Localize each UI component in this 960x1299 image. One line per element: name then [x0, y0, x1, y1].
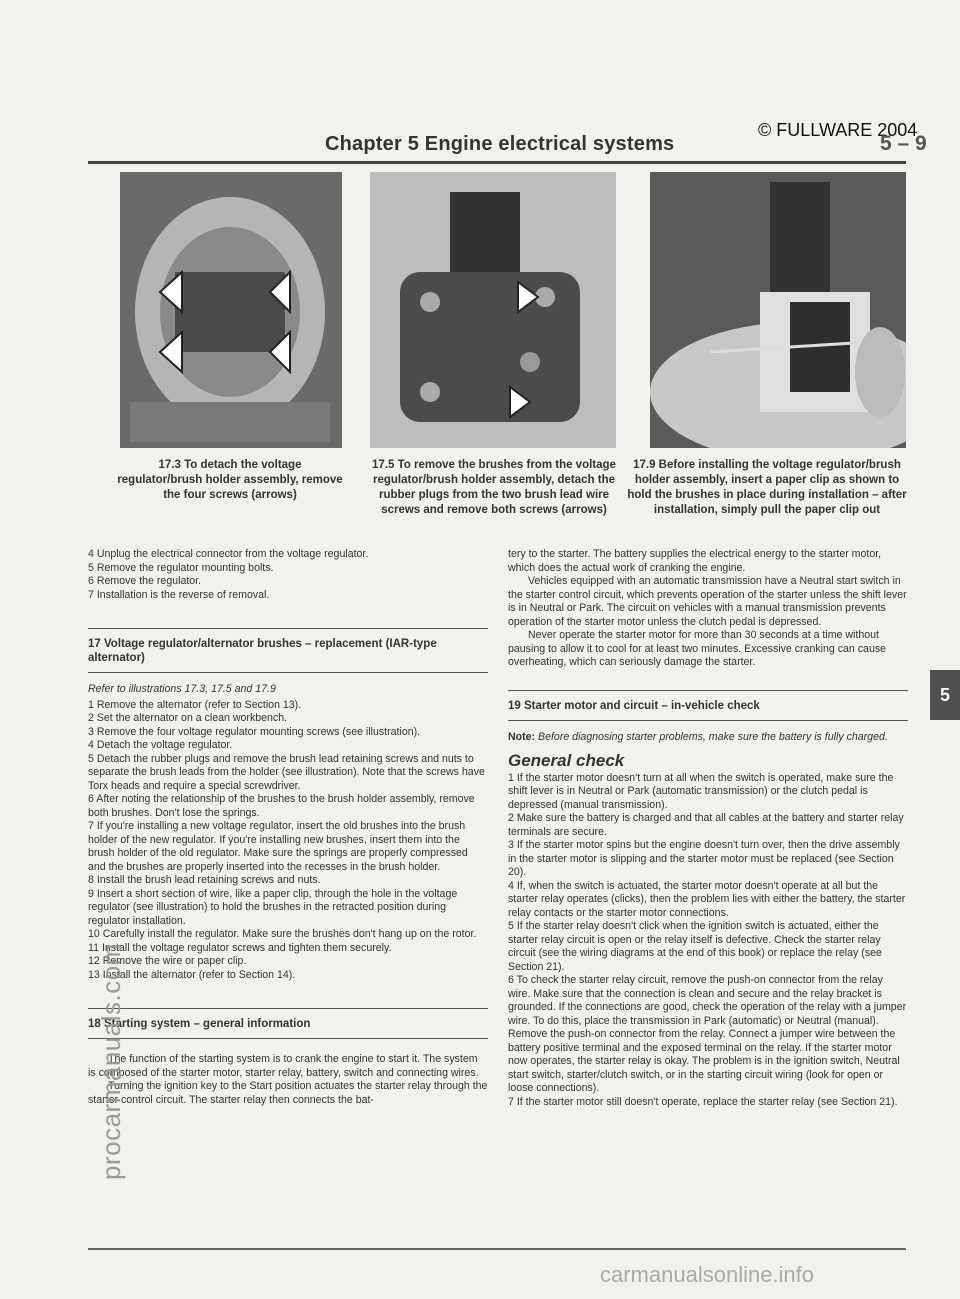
section-18-heading: [88, 1008, 488, 1039]
note-label: Note:: [508, 730, 536, 743]
step: 6 To check the starter relay circuit, remove the push-on connector from the relay wire. Make sure that the connection is clean and secure and the relay bracket is grounded. If the connections are good, check the operation of the relay with a jumper wire. To do this, place the transmission in Park (automatic) or Neutral (manual). Remove the push-on connector from the relay. Connect a jumper wire between the battery positive terminal and the exposed terminal on the relay. If the starter motor now operates, the starter relay is okay. The problem is in the ignition switch, Neutral start switch, starter/clutch switch, or in the starting circuit wiring (look for open or loose connections).: [508, 974, 907, 1094]
step: 7 If you're installing a new voltage regulator, insert the old brushes into the brush holder of the new regulator. If you're installing new brushes, insert them into the brush holder of the old regulator. Make sure the springs are properly compressed and the brushes are properly inserted into the recesses in the brush holder.: [88, 820, 468, 873]
right-column: [508, 548, 908, 1109]
step: 6 After noting the relationship of the brushes to the brush holder assembly, remove both brushes. Don't lose the springs.: [88, 793, 475, 819]
photo-17-5: [370, 172, 616, 448]
step: 7 If the starter motor still doesn't operate, replace the starter relay (see Section 21).: [508, 1095, 898, 1108]
step: 1 If the starter motor doesn't turn at all when the switch is operated, make sure the shift lever is in Neutral or Park (automatic transmission) or the clutch pedal is depressed (manual transmission).: [508, 771, 894, 811]
copyright-watermark: © FULLWARE 2004: [758, 120, 918, 140]
step: 4 Detach the voltage regulator.: [88, 739, 233, 751]
step: 11 Install the voltage regulator screws and tighten them securely.: [88, 941, 392, 954]
step: 9 Insert a short section of wire, like a paper clip, through the hole in the voltage regulator (see illustration) to hold the brushes in the retracted position during regulator installation.: [88, 887, 458, 927]
paragraph: tery to the starter. The battery supplies the electrical energy to the starter motor, which does the actual work of cranking the engine.: [508, 548, 882, 574]
caption-17-5: 17.5 To remove the brushes from the voltage regulator/brush holder assembly, detach the rubber plugs from the two brush lead wire screws and remove both screws (arrows): [372, 459, 616, 516]
text-line: 4 Unplug the electrical connector from the voltage regulator.: [88, 548, 369, 560]
sidebar-watermark-text: procarmanuals.com: [96, 943, 126, 1180]
section-17-heading: [88, 628, 488, 673]
photo-17-3: [120, 172, 342, 448]
step: 13 Install the alternator (refer to Section 14).: [88, 968, 296, 981]
step: 12 Remove the wire or paper clip.: [88, 955, 247, 967]
step: 2 Set the alternator on a clean workbench.: [88, 712, 288, 724]
page-number: 5 – 9: [880, 132, 927, 155]
caption-17-3: 17.3 To detach the voltage regulator/brush holder assembly, remove the four screws (arrows): [117, 459, 343, 501]
footer-rule: [88, 1248, 906, 1250]
step: 5 Detach the rubber plugs and remove the brush lead retaining screws and nuts to separate the brush leads from the holder (see illustration). Note that the screws have Torx heads and require a special screwdriver.: [88, 752, 485, 792]
step: 10 Carefully install the regulator. Make sure the brushes don't hang up on the rotor.: [88, 928, 477, 940]
step: 3 Remove the four voltage regulator mounting screws (see illustration).: [88, 725, 421, 738]
chapter-tab: 5: [930, 670, 960, 720]
step: 2 Make sure the battery is charged and that all cables at the battery and starter relay terminals are secure.: [508, 812, 904, 838]
paragraph: Turning the ignition key to the Start position actuates the starter relay through the starter control circuit. The starter relay then connects the bat-: [88, 1080, 488, 1106]
photo-17-9: [650, 172, 906, 448]
note: [508, 731, 908, 745]
subheading-general-check: General check: [508, 751, 625, 770]
left-column: [88, 548, 488, 1107]
section-19-title: 19 Starter motor and circuit – in-vehicle check: [508, 699, 760, 712]
paragraph: The function of the starting system is to crank the engine to start it. The system is composed of the starter motor, starter relay, battery, switch and connecting wires.: [88, 1053, 479, 1079]
text-line: 6 Remove the regulator.: [88, 575, 202, 587]
paragraph: Vehicles equipped with an automatic transmission have a Neutral start switch in the starter control circuit, which prevents operation of the starter unless the shift lever is in Neutral or Park. The circuit on vehicles with a manual transmission prevents operation of the starter motor unless the clutch pedal is depressed.: [508, 575, 907, 628]
illustration-reference: Refer to illustrations 17.3, 17.5 and 17.9: [88, 683, 276, 695]
caption-17-9: 17.9 Before installing the voltage regulator/brush holder assembly, insert a paper clip as shown to hold the brushes in place during installation – after installation, simply pull the paper clip out: [627, 459, 907, 516]
step: 5 If the starter relay doesn't click when the ignition switch is actuated, either the starter relay circuit is open or the relay itself is defective. Check the starter relay circuit (see the wiring diagrams at the end of this book) or replace the relay (see Section 21).: [508, 920, 882, 973]
footer-watermark: carmanualsonline.info: [600, 1262, 815, 1287]
section-19-heading: [508, 690, 908, 721]
note-text: Before diagnosing starter problems, make sure the battery is fully charged.: [538, 730, 888, 743]
header-rule: [88, 161, 906, 164]
step: 3 If the starter motor spins but the engine doesn't turn over, then the drive assembly in the starter motor is slipping and the starter motor must be replaced (see Section 20).: [508, 839, 900, 878]
text-line: 5 Remove the regulator mounting bolts.: [88, 561, 274, 574]
paragraph: Never operate the starter motor for more than 30 seconds at a time without pausing to allow it to cool for at least two minutes. Excessive cranking can cause overheating, which can seriously damage the starter.: [508, 629, 887, 668]
text-line: 7 Installation is the reverse of removal.: [88, 588, 270, 601]
chapter-title: Chapter 5 Engine electrical systems: [325, 133, 675, 155]
step: 1 Remove the alternator (refer to Section 13).: [88, 698, 302, 711]
section-17-title: 17 Voltage regulator/alternator brushes – replacement (IAR-type alternator): [88, 638, 437, 664]
step: 4 If, when the switch is actuated, the starter motor doesn't operate at all but the starter relay operates (clicks), then the problem lies with either the battery, the starter relay contacts or the starter motor connections.: [508, 879, 906, 919]
section-18-title: 18 Starting system – general information: [88, 1018, 311, 1030]
sidebar-watermark: [0, 540, 126, 1180]
step: 8 Install the brush lead retaining screws and nuts.: [88, 874, 321, 886]
